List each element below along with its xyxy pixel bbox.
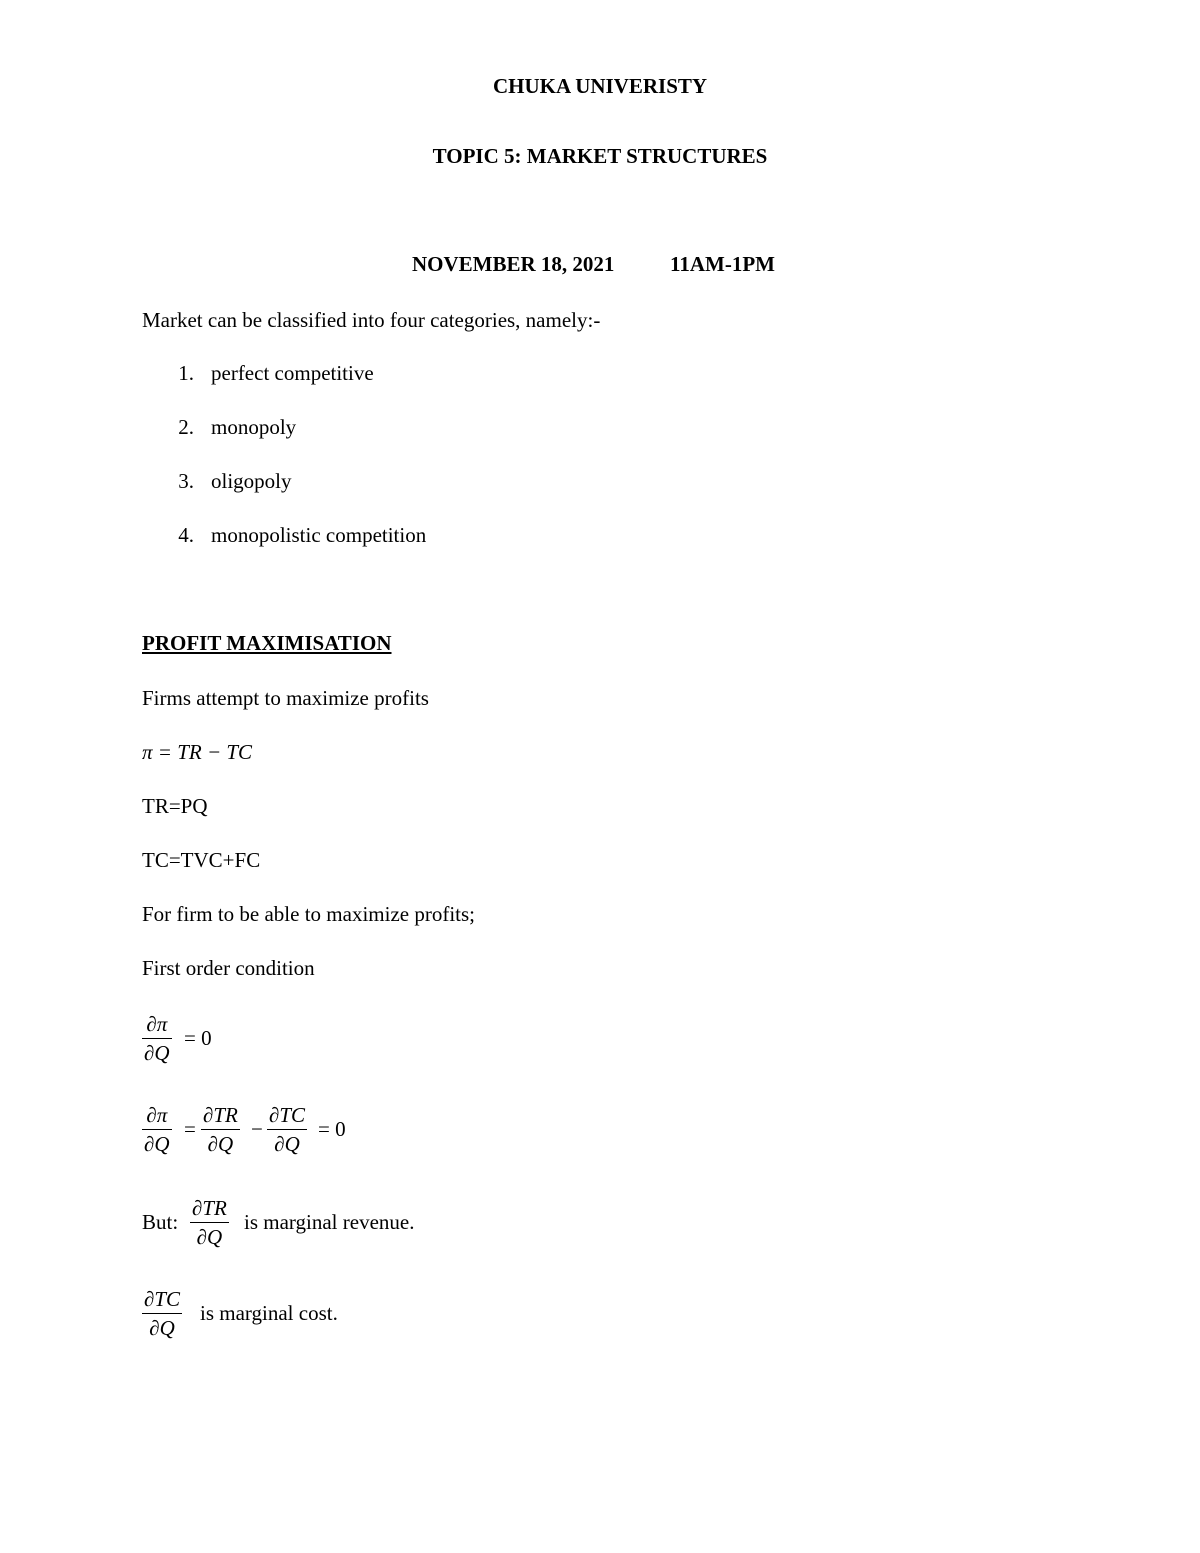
topic-title: TOPIC 5: MARKET STRUCTURES: [432, 144, 768, 168]
numerator: ∂π: [146, 1103, 168, 1127]
list-item-number: 1.: [178, 361, 194, 385]
but-label: But:: [142, 1210, 179, 1234]
equals-sign: =: [184, 1117, 196, 1141]
first-order-text: First order condition: [142, 956, 315, 980]
denominator: ∂Q: [274, 1132, 300, 1156]
fraction-bar: [201, 1129, 240, 1130]
equals-zero: = 0: [318, 1117, 346, 1141]
list-item-label: oligopoly: [211, 469, 292, 493]
fraction: [142, 1287, 182, 1340]
denominator: ∂Q: [207, 1132, 234, 1156]
denominator: ∂Q: [196, 1225, 223, 1249]
intro-text: Market can be classified into four categories, namely:-: [142, 308, 601, 332]
minus-sign: −: [251, 1117, 263, 1141]
numerator: ∂TR: [192, 1196, 227, 1220]
numerator: ∂TC: [144, 1287, 181, 1311]
list-item-label: monopoly: [211, 415, 297, 439]
mc-text: is marginal cost.: [200, 1301, 338, 1325]
list-item-number: 3.: [178, 469, 194, 493]
equals-zero: = 0: [184, 1026, 212, 1050]
fraction: [190, 1196, 229, 1249]
fraction: [201, 1103, 240, 1156]
fraction-bar: [142, 1313, 182, 1314]
numerator: ∂TC: [269, 1103, 306, 1127]
numerator: ∂TR: [203, 1103, 238, 1127]
denominator: ∂Q: [144, 1041, 170, 1065]
fraction: [142, 1103, 172, 1156]
fraction: [142, 1012, 172, 1065]
denominator: ∂Q: [144, 1132, 170, 1156]
list-item-label: monopolistic competition: [211, 523, 427, 547]
mr-text: is marginal revenue.: [244, 1210, 415, 1234]
university-title: CHUKA UNIVERISTY: [492, 74, 708, 98]
firms-text: Firms attempt to maximize profits: [142, 686, 429, 710]
numerator: ∂π: [146, 1012, 168, 1036]
fraction-bar: [142, 1038, 172, 1039]
lecture-time: 11AM-1PM: [670, 252, 775, 276]
fraction-bar: [142, 1129, 172, 1130]
denominator: ∂Q: [149, 1316, 175, 1340]
section-heading: PROFIT MAXIMISATION: [142, 631, 392, 655]
fraction-bar: [190, 1222, 229, 1223]
tr-equation: TR=PQ: [142, 794, 208, 818]
lecture-date: NOVEMBER 18, 2021: [412, 252, 615, 276]
fraction: [267, 1103, 307, 1156]
tc-equation: TC=TVC+FC: [142, 848, 261, 872]
fraction-bar: [267, 1129, 307, 1130]
list-item-number: 4.: [178, 523, 194, 547]
profit-equation: π = TR − TC: [142, 740, 253, 764]
for-firm-text: For firm to be able to maximize profits;: [142, 902, 476, 926]
list-item-number: 2.: [178, 415, 194, 439]
list-item-label: perfect competitive: [211, 361, 374, 385]
